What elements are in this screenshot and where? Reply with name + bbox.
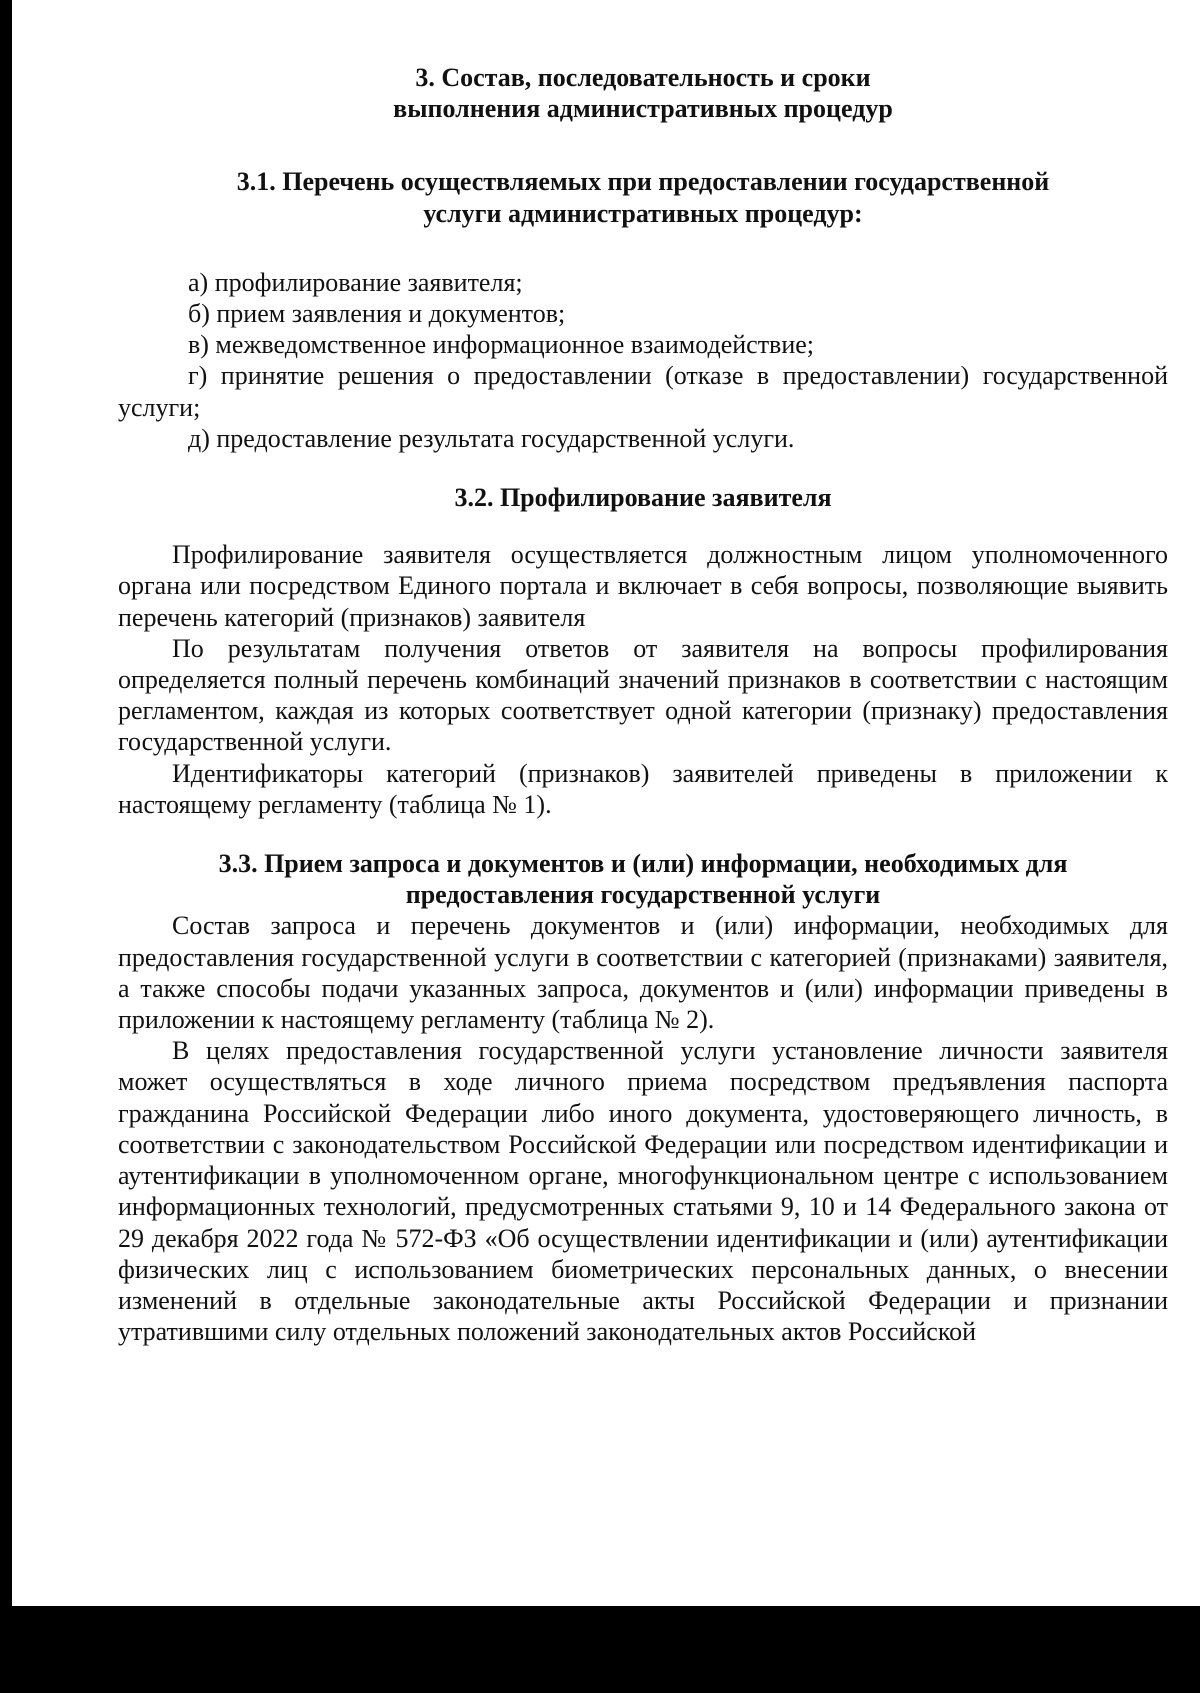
procedure-item-d: д) предоставление результата государственной услуги. — [188, 423, 795, 453]
section-3-3-paragraph-2: В целях предоставления государственной услуги установление личности заявителя может осуществляться в ходе личного приема посредством предъявления паспорта гражданина Российской Федерации либо иного документа, удостоверяющего личность, в соответствии с законодательством Российской Федерации или посредством идентификации и аутентификации в уполномоченном органе, многофункциональном центре с использованием информационных технологий, предусмотренных статьями 9, 10 и 14 Федерального закона от 29 декабря 2022 года № 572-ФЗ «Об осуществлении идентификации и (или) аутентификации физических лиц с использованием биометрических персональных данных, о внесении изменений в отдельные законодательные акты Российской Федерации и признании утратившими силу отдельных положений законодательных актов Российской — [118, 1036, 1168, 1347]
section-3-2-paragraph-2: По результатам получения ответов от заявителя на вопросы профилирования определяется полный перечень комбинаций значений признаков в соответствии с настоящим регламентом, каждая из которых соответствует одной категории (признаку) предоставления государственной услуги. — [118, 633, 1168, 757]
section-3-3-heading — [118, 848, 1168, 910]
section-3-heading-line-2: выполнения административных процедур — [393, 94, 893, 124]
scan-left-edge — [0, 0, 12, 1606]
section-3-3-paragraph-1: Состав запроса и перечень документов и (или) информации, необходимых для предоставления государственной услуги в соответствии с категорией (признаками) заявителя, а также способы подачи указанных запроса, документов и (или) информации приведены в приложении к настоящему регламенту (таблица № 2). — [118, 911, 1168, 1035]
section-3-1-heading-line-1: 3.1. Перечень осуществляемых при предоставлении государственной — [236, 167, 1050, 197]
section-3-heading — [118, 62, 1168, 124]
scan-bottom-band — [0, 1606, 1200, 1693]
section-3-2-paragraph-3: Идентификаторы категорий (признаков) заявителей приведены в приложении к настоящему регламенту (таблица № 1). — [118, 758, 1168, 819]
section-3-2-paragraph-1: Профилирование заявителя осуществляется должностным лицом уполномоченного органа или посредством Единого портала и включает в себя вопросы, позволяющие выявить перечень категорий (признаков) заявителя — [118, 540, 1168, 632]
section-3-1-heading — [118, 166, 1168, 228]
document-content — [118, 62, 1168, 1347]
section-3-3-heading-line-2: предоставления государственной услуги — [405, 880, 881, 910]
procedure-item-a: а) профилирование заявителя; — [188, 267, 523, 297]
section-3-heading-line-1: 3. Состав, последовательность и сроки — [415, 63, 871, 92]
procedure-item-g: г) принятие решения о предоставлении (отказе в предоставлении) государственной услуги; — [118, 361, 1168, 422]
section-3-3-heading-line-1: 3.3. Прием запроса и документов и (или) информации, необходимых для — [218, 849, 1068, 879]
section-3-1-heading-line-2: услуги административных процедур: — [423, 198, 863, 228]
section-3-2-heading: 3.2. Профилирование заявителя — [454, 483, 832, 513]
procedure-item-b: б) прием заявления и документов; — [188, 299, 566, 329]
procedures-list — [118, 267, 1168, 454]
procedure-item-v: в) межведомственное информационное взаимодействие; — [188, 330, 815, 360]
section-3-3-body — [118, 910, 1168, 1347]
section-3-2-body — [118, 539, 1168, 820]
